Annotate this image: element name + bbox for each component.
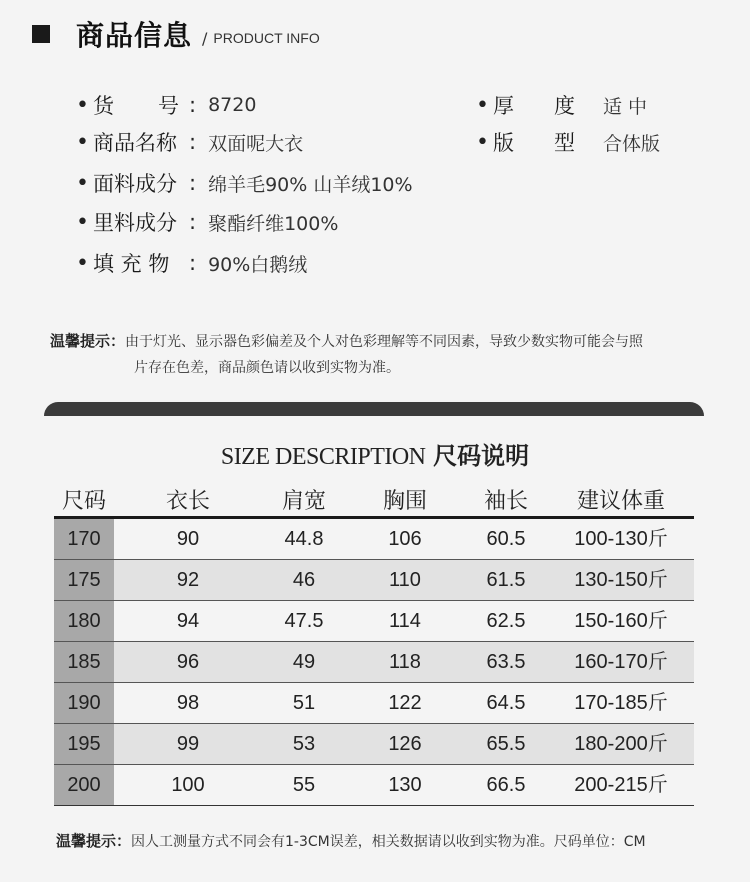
size-cell: 170 [54, 519, 114, 559]
notice-prefix: 温馨提示： [50, 332, 126, 350]
table-row [54, 724, 694, 765]
table-cell: 118 [389, 651, 421, 673]
table-cell: 130 [388, 774, 422, 796]
table-cell: 64.5 [486, 692, 526, 714]
bullet-icon: • [76, 170, 89, 196]
table-row [54, 601, 694, 642]
size-cell: 195 [54, 724, 114, 764]
table-cell: 92 [176, 569, 200, 591]
table-cell: 62.5 [486, 610, 526, 632]
table-row [54, 519, 694, 560]
section-title: 商品信息 [76, 19, 193, 52]
table-cell: 49 [292, 651, 316, 673]
table-cell: 100-130斤 [574, 528, 668, 550]
info-row: • 里料成分 : 聚酯纤维100% [76, 207, 338, 237]
bullet-icon: • [76, 250, 89, 276]
table-cell: 110 [389, 569, 421, 591]
column-header: 建议体重 [576, 489, 665, 514]
column-header: 肩宽 [281, 489, 326, 514]
table-cell: 66.5 [486, 774, 526, 796]
divider-band [44, 402, 704, 416]
table-cell: 160-170斤 [574, 651, 668, 673]
info-row [476, 90, 647, 120]
info-label: 厚 度 [492, 94, 576, 118]
measurement-notice [56, 830, 646, 851]
info-value: 绵羊毛90% 山羊绒10% [208, 173, 413, 196]
info-label: 填 充 物 [92, 252, 170, 276]
table-header [54, 484, 694, 520]
info-value: 90%白鹅绒 [208, 253, 308, 276]
info-value: 适 中 [602, 95, 648, 118]
column-header: 胸围 [382, 489, 427, 514]
column-header: 袖长 [483, 489, 528, 514]
section-subtitle: PRODUCT INFO [213, 30, 320, 46]
info-value: 8720 [208, 94, 257, 116]
table-cell: 61.5 [486, 569, 526, 591]
table-cell: 47.5 [284, 610, 324, 632]
table-cell: 65.5 [486, 733, 526, 755]
info-label: 版 型 [492, 131, 576, 155]
info-row [476, 127, 660, 157]
table-cell: 150-160斤 [574, 610, 668, 632]
table-cell: 130-150斤 [574, 569, 668, 591]
table-row [54, 765, 694, 806]
bullet-icon: • [476, 129, 489, 155]
table-row [54, 683, 694, 724]
size-title [0, 436, 750, 471]
info-value: 双面呢大衣 [208, 132, 304, 155]
table-cell: 46 [292, 569, 316, 591]
title-separator: / [202, 28, 208, 48]
table-row [54, 642, 694, 683]
notice-text: 片存在色差，商品颜色请以收到实物为准。 [134, 360, 400, 376]
notice-prefix: 温馨提示： [56, 832, 132, 850]
table-cell: 114 [389, 610, 421, 632]
bullet-icon: • [76, 92, 89, 118]
color-notice [50, 328, 690, 381]
bullet-icon: • [76, 209, 89, 235]
info-label: 里料成分 [92, 211, 177, 235]
info-row: • 商品名称 : 双面呢大衣 [76, 127, 303, 157]
notice-text: 由于灯光、显示器色彩偏差及个人对色彩理解等不同因素，导致少数实物可能会与照 [125, 334, 644, 350]
bullet-icon: • [76, 129, 89, 155]
table-cell: 100 [171, 774, 205, 796]
column-header: 衣长 [165, 489, 210, 514]
table-cell: 98 [176, 692, 200, 714]
table-cell: 122 [388, 692, 422, 714]
size-cell: 180 [54, 601, 114, 641]
table-row [54, 560, 694, 601]
table-cell: 170-185斤 [574, 692, 668, 714]
table-cell: 200-215斤 [574, 774, 668, 796]
table-cell: 180-200斤 [574, 733, 668, 755]
info-row: • 面料成分 : 绵羊毛90% 山羊绒10% [76, 168, 413, 198]
size-title-en: SIZE DESCRIPTION [220, 444, 426, 470]
size-cell: 175 [54, 560, 114, 600]
bullet-icon: • [476, 92, 489, 118]
square-icon [32, 25, 50, 43]
info-label: 商品名称 [92, 131, 177, 155]
table-cell: 63.5 [486, 651, 526, 673]
size-cell: 185 [54, 642, 114, 682]
table-cell: 44.8 [284, 528, 324, 550]
notice-text: 因人工测量方式不同会有1-3CM误差，相关数据请以收到实物为准。尺码单位：CM [131, 834, 646, 850]
info-row: • 填 充 物 : 90%白鹅绒 [76, 248, 307, 278]
table-cell: 106 [388, 528, 422, 550]
size-title-cn: 尺码说明 [433, 442, 530, 470]
size-cell: 200 [54, 765, 114, 805]
info-label: 面料成分 [92, 172, 177, 196]
info-value: 聚酯纤维100% [208, 212, 339, 235]
table-cell: 96 [176, 651, 200, 673]
info-value: 合体版 [602, 132, 660, 155]
table-cell: 126 [388, 733, 422, 755]
table-cell: 60.5 [486, 528, 526, 550]
info-row: • 货 号 : 8720 [76, 90, 256, 120]
table-cell: 51 [292, 692, 316, 714]
column-header: 尺码 [61, 489, 106, 514]
info-label: 货 号 [92, 94, 179, 118]
table-cell: 94 [176, 610, 200, 632]
table-cell: 99 [176, 733, 200, 755]
table-cell: 55 [292, 774, 316, 796]
size-table [54, 519, 694, 806]
size-cell: 190 [54, 683, 114, 723]
table-cell: 53 [292, 733, 316, 755]
section-header [32, 14, 320, 54]
table-cell: 90 [176, 528, 200, 550]
